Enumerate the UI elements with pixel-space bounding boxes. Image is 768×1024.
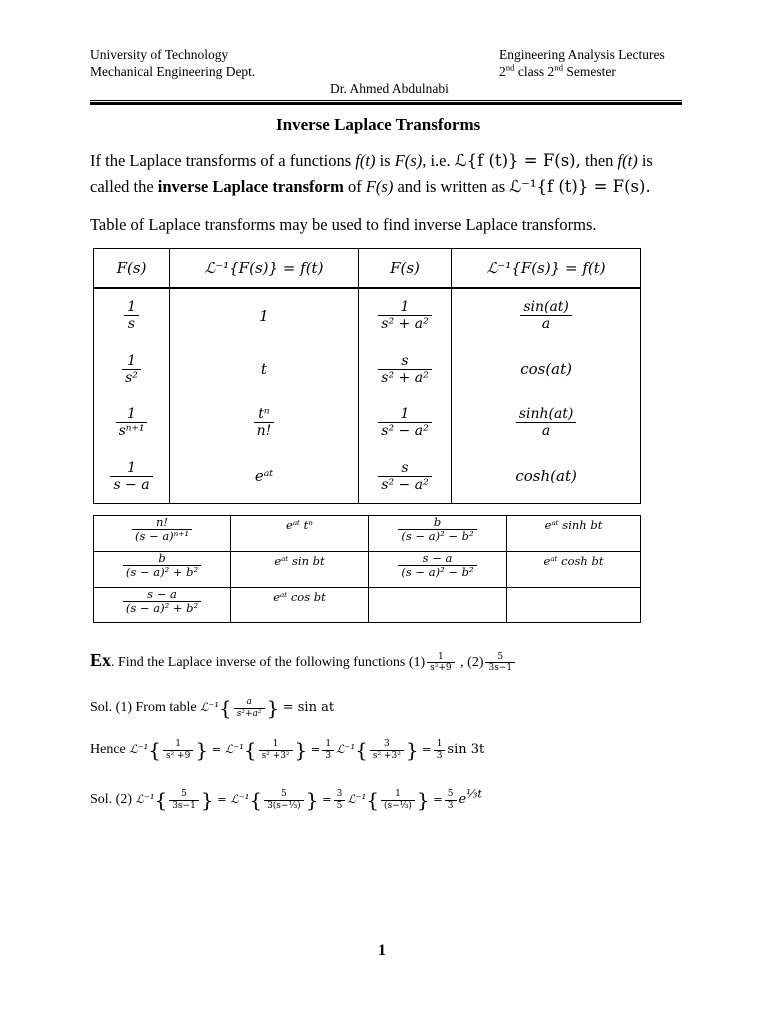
laplace-table-shifted [93,515,641,623]
header-inverse-1: ℒ⁻¹{F(s)} = f(t) [170,249,359,289]
header-left [90,46,255,80]
solution-2: Sol. (2) ℒ⁻¹{ $\frac{5}{3s-1}$ } = ℒ⁻¹{ $\frac{5}{\text{3(s−⅓)}}$ } = $\frac{3}{5}$ ℒ⁻¹{ $\frac{1}{\text{(s−⅓)}}$ } = $\frac{5}{3}$ $e^{\frac{1}{3}t}$ [90,786,483,812]
class-semester: 2nd class 2nd Semester [499,62,616,79]
table-row: $\frac{n!}{\text{(s − a)ⁿ⁺¹}}$ eᵃᵗ tⁿ $\frac{b}{\text{(s − a)² − b²}}$ eᵃᵗ sinh bt [94,516,641,552]
intro-line-1: If the Laplace transforms of a functions f(t) is F(s), i.e. ℒ{f (t)} = F(s), then f(t) is [90,151,653,170]
hence-line: Hence ℒ⁻¹{ $\frac{1}{\text{s² +9}}$ } = ℒ⁻¹{ $\frac{1}{\text{s² +3²}}$ } = $\frac{1}{3}$ ℒ⁻¹{ $\frac{3}{\text{s² +3²}}$ } = $\frac{1}{3}$ sin 3t [90,738,485,762]
university-name: University of Technology [90,47,229,62]
laplace-equation: ℒ{f (t)} = F(s), [454,151,581,170]
header-right [499,46,665,80]
table-row: $\frac{s - a}{\text{(s − a)² + b²}}$ eᵃᵗ cos bt [94,588,641,623]
header-rule-thick [90,102,682,105]
header-fs-1: F(s) [94,249,170,289]
header-inverse-2: ℒ⁻¹{F(s)} = f(t) [452,249,641,289]
header-fs-2: F(s) [358,249,451,289]
course-name: Engineering Analysis Lectures [499,47,665,62]
inverse-laplace-term: inverse Laplace transform [157,177,344,196]
intro-paragraph [90,148,700,200]
author-name: Dr. Ahmed Abdulnabi [330,81,449,96]
department-name: Mechanical Engineering Dept. [90,64,256,79]
table-row: $\frac{1}{s}$ 1 $\frac{1}{\text{s² + a²}}$ $\frac{\sin(at)}{a}$ [94,288,641,343]
page-title: Inverse Laplace Transforms [276,115,481,134]
inverse-laplace-equation: ℒ⁻¹{f (t)} = F(s). [509,177,651,196]
header-rule-thin [90,100,682,101]
table-row: $\frac{1}{\text{sⁿ⁺¹}}$ $\frac{\text{tⁿ}}{n!}$ $\frac{1}{\text{s² − a²}}$ $\frac{\sinh(at)}{a}$ [94,396,641,449]
table-row: $\frac{1}{s - a}$ eᵃᵗ $\frac{s}{\text{s² − a²}}$ cosh(at) [94,449,641,503]
example-line: Ex. Find the Laplace inverse of the following functions (1) $\frac{1}{\text{s²+9}}$ , (2) $\frac{5}{3s-1}$ [90,650,517,674]
page-number: 1 [378,942,386,959]
table-row: $\frac{b}{\text{(s − a)² + b²}}$ eᵃᵗ sin bt $\frac{s - a}{\text{(s − a)² − b²}}$ eᵃᵗ cosh bt [94,552,641,588]
table-row: $\frac{1}{\text{s²}}$ t $\frac{s}{\text{s² + a²}}$ cos(at) [94,343,641,396]
laplace-table-main [93,248,641,504]
intro-line-2: called the inverse Laplace transform of F(s) and is written as ℒ⁻¹{f (t)} = F(s). [90,177,651,196]
table-intro-text: Table of Laplace transforms may be used to find inverse Laplace transforms. [90,215,597,234]
table-header-row [94,249,641,289]
solution-1: Sol. (1) From table ℒ⁻¹{ $\frac{a}{\text{s²+a²}}$ } = sin at [90,696,335,720]
